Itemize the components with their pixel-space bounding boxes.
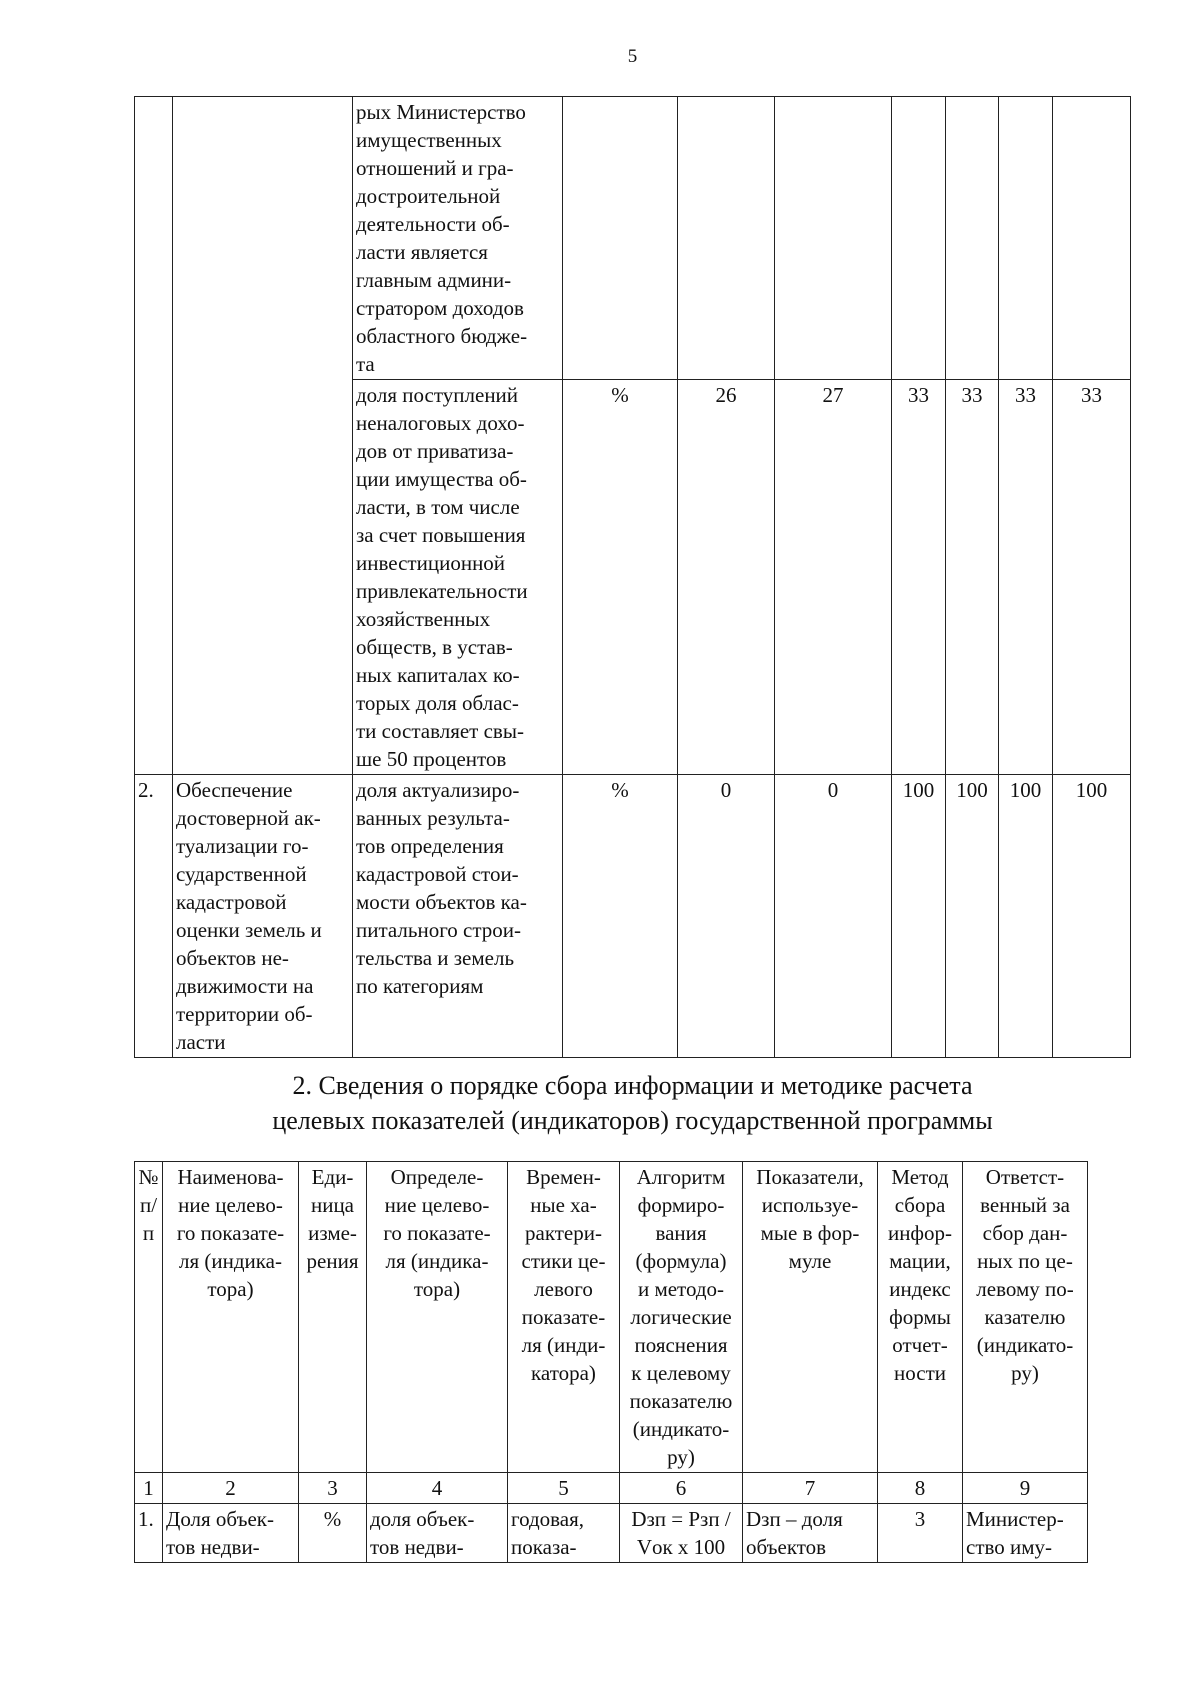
value-cell: 33 (946, 380, 999, 775)
column-number: 8 (878, 1473, 963, 1504)
value-cell: 100 (946, 775, 999, 1058)
value-cell (775, 97, 892, 380)
column-number: 1 (135, 1473, 163, 1504)
header-cell: Алгоритм формиро- вания (формула) и методо- логические пояснения к целевому показателю (индикато- ру) (620, 1162, 743, 1473)
row-number: 1. (135, 1504, 163, 1563)
value-cell: 33 (999, 380, 1053, 775)
responsible-cell: Министер- ство иму- (963, 1504, 1088, 1563)
row-number (135, 97, 173, 775)
header-cell: Ответст- венный за сбор дан- ных по це- левому по- казателю (индикато- ру) (963, 1162, 1088, 1473)
header-cell: Еди- ница изме- рения (299, 1162, 367, 1473)
column-number: 7 (743, 1473, 878, 1504)
section-heading: 2. Сведения о порядке сбора информации и методике расчета целевых показателей (индикаторов) государственной программы (272, 1071, 993, 1135)
value-cell: 26 (678, 380, 775, 775)
value-cell: 100 (892, 775, 946, 1058)
value-cell (946, 97, 999, 380)
indicator-cell: рых Министерство имущественных отношений и гра- достроительной деятельности об- ласти является главным админи- стратором доходов областного бюдже- та (353, 97, 563, 380)
unit-cell: % (563, 380, 678, 775)
header-cell: Определе- ние целево- го показате- ля (индика- тора) (367, 1162, 508, 1473)
column-number: 6 (620, 1473, 743, 1504)
column-number: 2 (163, 1473, 299, 1504)
header-cell: Наименова- ние целево- го показате- ля (индика- тора) (163, 1162, 299, 1473)
unit-cell: % (563, 775, 678, 1058)
header-cell: Метод сбора инфор- мации, индекс формы отчет- ности (878, 1162, 963, 1473)
value-cell: 33 (892, 380, 946, 775)
column-number: 5 (508, 1473, 620, 1504)
column-number: 9 (963, 1473, 1088, 1504)
collection-method-cell: 3 (878, 1504, 963, 1563)
table-row (135, 1504, 1088, 1563)
unit-cell: % (299, 1504, 367, 1563)
formula-cell: Dзп = Рзп / Vок х 100 (620, 1504, 743, 1563)
value-cell (1053, 97, 1131, 380)
goal-cell (173, 97, 353, 775)
header-cell: Времен- ные ха- рактери- стики це- левого показате- ля (инди- катора) (508, 1162, 620, 1473)
time-characteristics-cell: годовая, показа- (508, 1504, 620, 1563)
indicator-name-cell: Доля объек- тов недви- (163, 1504, 299, 1563)
methodology-table (134, 1161, 1088, 1563)
value-cell (678, 97, 775, 380)
unit-cell (563, 97, 678, 380)
value-cell: 33 (1053, 380, 1131, 775)
value-cell: 27 (775, 380, 892, 775)
value-cell (892, 97, 946, 380)
goal-cell: Обеспечение достоверной ак- туализации го- сударственной кадастровой оценки земель и объектов не- движимости на территории об- ласти (173, 775, 353, 1058)
value-cell (999, 97, 1053, 380)
definition-cell: доля объек- тов недви- (367, 1504, 508, 1563)
header-cell: Показатели, используе- мые в фор- муле (743, 1162, 878, 1473)
value-cell: 0 (678, 775, 775, 1058)
indicators-table-continued (134, 96, 1131, 1058)
page-number: 5 (627, 46, 638, 67)
value-cell: 0 (775, 775, 892, 1058)
table-row (135, 97, 1131, 380)
formula-variables-cell: Dзп – доля объектов (743, 1504, 878, 1563)
table-header-row (135, 1162, 1088, 1473)
column-number-row (135, 1473, 1088, 1504)
value-cell: 100 (1053, 775, 1131, 1058)
row-number: 2. (135, 775, 173, 1058)
column-number: 4 (367, 1473, 508, 1504)
indicator-cell: доля актуализиро- ванных результа- тов определения кадастровой стои- мости объектов ка- питального строи- тельства и земель по категориям (353, 775, 563, 1058)
value-cell: 100 (999, 775, 1053, 1058)
column-number: 3 (299, 1473, 367, 1504)
header-cell: № п/ п (135, 1162, 163, 1473)
indicator-cell: доля поступлений неналоговых дохо- дов от приватиза- ции имущества об- ласти, в том числе за счет повышения инвестиционной привлекательности хозяйственных обществ, в устав- ных капиталах ко- торых доля облас- ти составляет свы- ше 50 процентов (353, 380, 563, 775)
table-row (135, 775, 1131, 1058)
